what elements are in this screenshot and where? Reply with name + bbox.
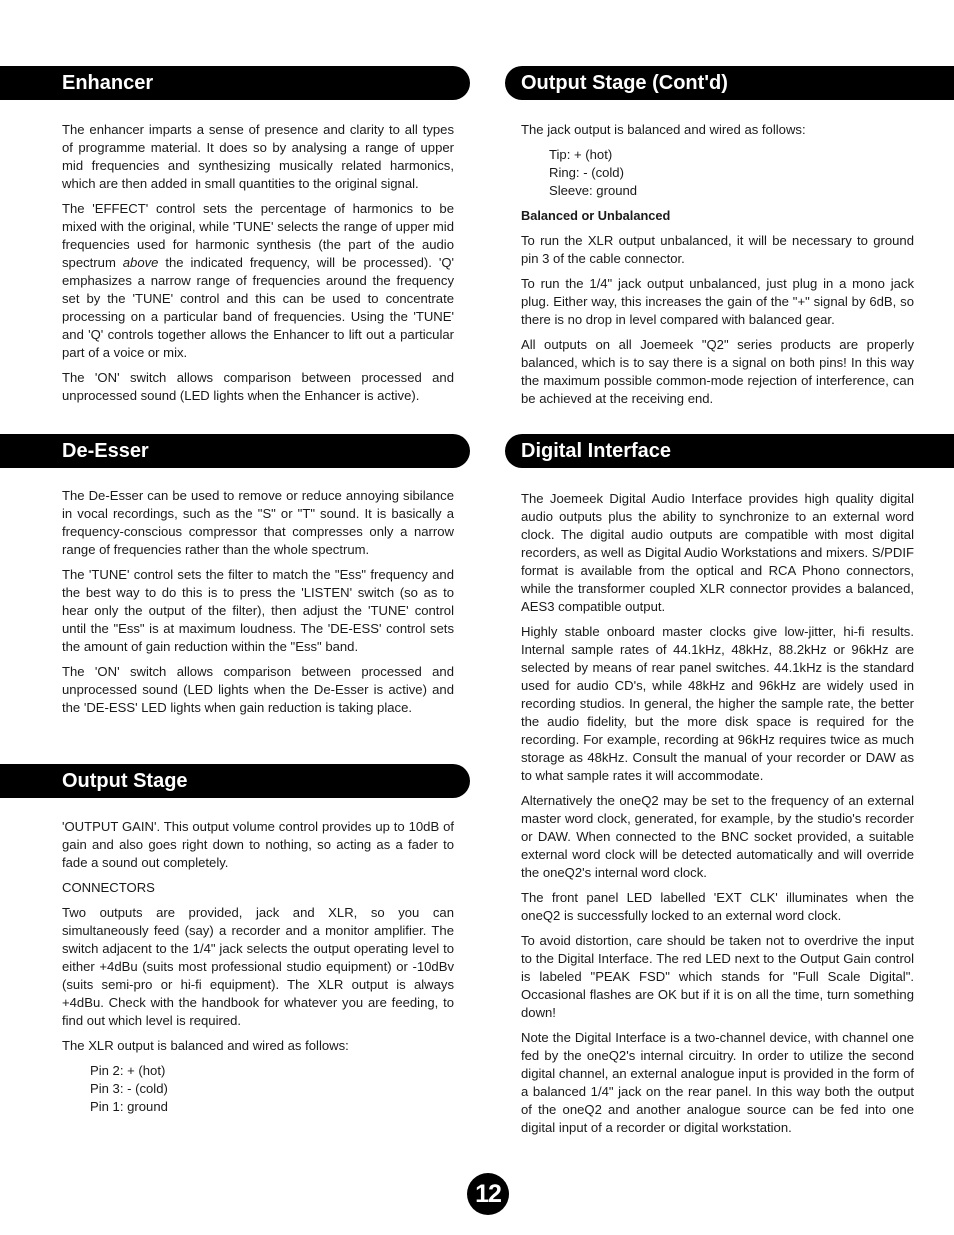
output-contd-paragraph: All outputs on all Joemeek "Q2" series products are properly balanced, which is to say there is a signal on both pins! In this way the maximum possible common-mode rejection of interference, can be achieved at the receiving end. [521,337,914,406]
de-esser-body [62,487,454,724]
output-stage-paragraph: Two outputs are provided, jack and XLR, so you can simultaneously feed (say) a recorder and a monitor amplifier. The switch adjacent to the 1/4" jack selects the output operating level to either +4dBu (suits most professional studio equipment) or -10dBv (suits semi-pro or hi-fi equipment). The XLR output is always +4dBu. Check with the handbook for whatever you are feeding, to find out which level is required. [62,905,454,1028]
output-stage-heading: Output Stage [0,764,470,798]
jack-wiring-list [521,146,914,200]
connectors-label: CONNECTORS [62,880,155,895]
enhancer-text: the indicated frequency, will be processed). 'Q' emphasizes a narrow range of frequencies around the frequency set by the 'TUNE' control and this can be used to concentrate processing on a particular band of frequencies. Using the 'TUNE' and 'Q' controls together allows the Enhancer to lift out a particular part of a voice or mix. [62,255,454,360]
pin-item: Pin 2: + (hot) [90,1063,166,1078]
output-stage-paragraph: The XLR output is balanced and wired as follows: [62,1038,349,1053]
de-esser-paragraph: The De-Esser can be used to remove or reduce annoying sibilance in vocal recordings, such as the "S" or "T" sound. It is basically a frequency-conscious compressor that compresses only a narrow range of frequencies rather than the whole spectrum. [62,488,454,557]
balanced-subheading: Balanced or Unbalanced [521,208,671,223]
output-contd-paragraph: To run the XLR output unbalanced, it will be necessary to ground pin 3 of the cable connector. [521,233,914,266]
enhancer-emphasis: above [122,255,159,270]
enhancer-paragraph [62,200,454,362]
pin-item: Pin 3: - (cold) [90,1081,168,1096]
digital-paragraph: To avoid distortion, care should be taken not to overdrive the input to the Digital Interface. The red LED next to the Output Gain control is labeled "PEAK FSD" which stands for "Full Scale Digital". Occasional flashes are OK but if it is on all the time, turn something down! [521,933,914,1020]
de-esser-paragraph: The 'TUNE' control sets the filter to match the "Ess" frequency and the best way to do this is to press the 'LISTEN' switch (so as to hear only the output of the filter), then adjust the 'TUNE' control until the "Ess" is at maximum loudness. The 'DE-ESS' control sets the amount of gain reduction within the "Ess" band. [62,567,454,654]
output-contd-paragraph: The jack output is balanced and wired as follows: [521,122,806,137]
digital-paragraph: The Joemeek Digital Audio Interface provides high quality digital audio outputs plus the ability to synchronize to an external word clock. The digital audio outputs are compatible with most digital recorders, as well as Digital Audio Workstations and mixers. S/PDIF format is available from the optical and RCA Phono connectors, while the transformer coupled XLR connector provides a balanced, AES3 compatible output. [521,491,914,614]
digital-paragraph: Note the Digital Interface is a two-channel device, with channel one fed by the oneQ2's internal circuitry. In order to utilize the second digital channel, an external analogue input is provided in the form of a balanced 1/4" jack on the rear panel. In this way both the output of the oneQ2 and another analogue source can be fed into one digital input of a recorder or digital workstation. [521,1030,914,1135]
page-number-badge: 12 [467,1173,509,1215]
pin-item: Pin 1: ground [90,1099,168,1114]
xlr-pin-list [62,1062,454,1116]
digital-paragraph: The front panel LED labelled 'EXT CLK' illuminates when the oneQ2 is successfully locked to an external word clock. [521,890,914,923]
wiring-item: Tip: + (hot) [549,147,613,162]
digital-paragraph: Alternatively the oneQ2 may be set to the frequency of an external master word clock, generated, for example, by the studio's recorder or DAW. When connected to the BNC socket provided, a suitable external word clock will be detected automatically and will override the oneQ2's internal word clock. [521,793,914,880]
de-esser-heading: De-Esser [0,434,470,468]
digital-interface-body [521,490,914,1144]
output-contd-body [521,121,914,415]
enhancer-body [62,121,454,412]
enhancer-paragraph: The enhancer imparts a sense of presence and clarity to all types of programme material. It does so by analysing a range of upper mid frequencies and synthesizing musically related harmonics, which are then added in small quantities to the original signal. [62,122,454,191]
output-stage-contd-heading: Output Stage (Cont'd) [505,66,954,100]
de-esser-paragraph: The 'ON' switch allows comparison between processed and unprocessed sound (LED lights when the De-Esser is active) and the 'DE-ESS' LED lights when gain reduction is taking place. [62,664,454,715]
wiring-item: Ring: - (cold) [549,165,624,180]
enhancer-paragraph: The 'ON' switch allows comparison between processed and unprocessed sound (LED lights when the Enhancer is active). [62,370,454,403]
output-contd-paragraph: To run the 1/4" jack output unbalanced, just plug in a mono jack plug. Either way, this increases the gain of the "+" signal by 6dB, so there is no drop in level compared with balanced gear. [521,276,914,327]
digital-interface-heading: Digital Interface [505,434,954,468]
digital-paragraph: Highly stable onboard master clocks give low-jitter, hi-fi results. Internal sample rates of 44.1kHz, 48kHz, 88.2kHz or 96kHz are selected by means of rear panel switches. 44.1kHz is the standard used for audio CD's, while 48kHz and 96kHz are widely used in recording studios. In general, the higher the sample rate, the better the audio fidelity, but the more disk space is required for the recording. For example, recording at 96kHz requires twice as much storage as 48kHz. Consult the manual of your recorder or DAW as to what sample rates it will accommodate. [521,624,914,783]
wiring-item: Sleeve: ground [549,183,638,198]
output-stage-paragraph: 'OUTPUT GAIN'. This output volume control provides up to 10dB of gain and also goes right down to nothing, so acting as a fader to fade a sound out completely. [62,819,454,870]
enhancer-heading: Enhancer [0,66,470,100]
enhancer-text: The 'EFFECT' control sets the percentage of harmonics to be mixed with the original, while 'TUNE' selects the range of upper mid frequencies used for harmonic synthesis (the part of the audio spectrum [62,201,454,270]
output-stage-body [62,818,454,1116]
